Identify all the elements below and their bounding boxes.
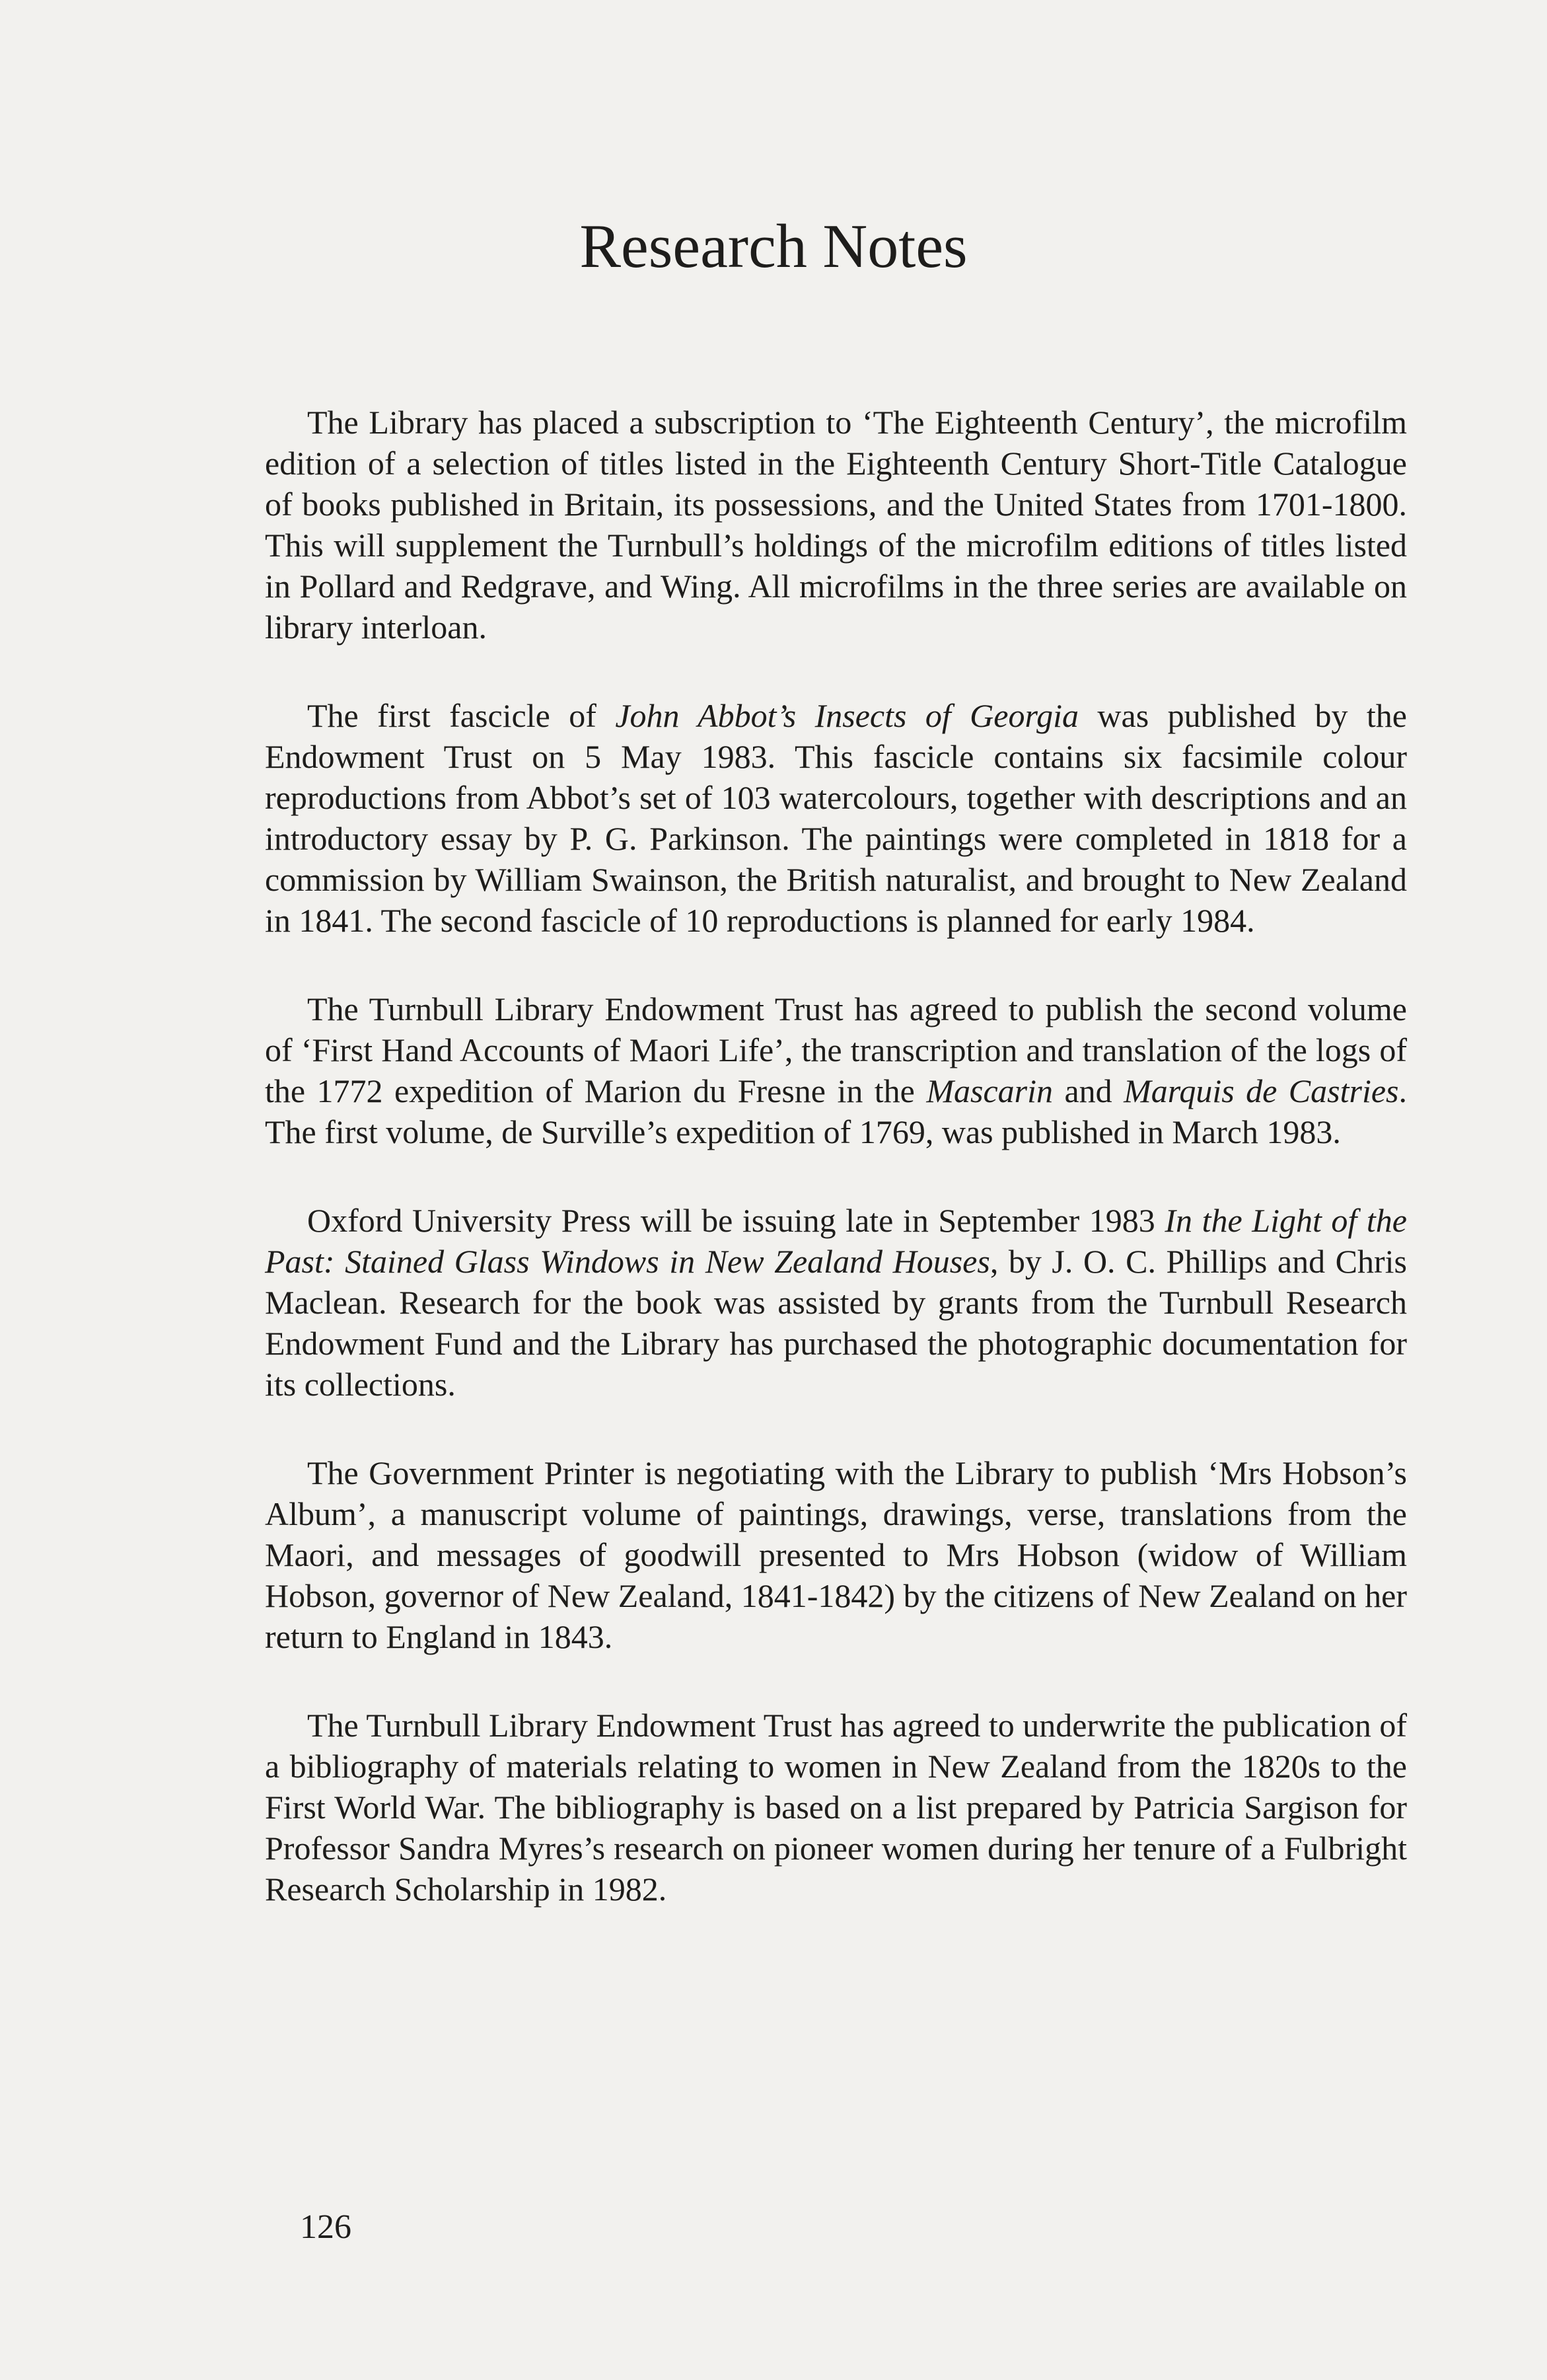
page-title: Research Notes <box>579 212 968 281</box>
paragraph-3 <box>265 988 1407 1152</box>
page-number: 126 <box>300 2208 351 2246</box>
paragraph-text: Oxford University Press will be issuing late in September 1983 <box>307 1202 1165 1239</box>
paragraph-text: The first fascicle of <box>307 697 616 734</box>
ship-name: Mascarin <box>926 1072 1053 1109</box>
paragraph-4 <box>265 1200 1407 1405</box>
paragraph-6 <box>265 1705 1407 1910</box>
paragraph-text: The Government Printer is negotiating with the Library to publish ‘Mrs Hobson’s Album’, a manuscript volume of paintings, drawings, verse, translations from the Maori, and messages of goodwill presented to Mrs Hobson (widow of William Hobson, governor of New Zealand, 1841-1842) by the citizens of New Zealand on her return to England in 1843. <box>265 1454 1407 1655</box>
paragraph-2 <box>265 695 1407 941</box>
paragraph-text: , by J. O. C. Phillips and Chris Maclean. Research for the book was assisted by grants from the Turnbull Research Endowment Fund and the Library has purchased the photographic documentation for its collections. <box>265 1243 1407 1403</box>
paragraph-text: The Library has placed a subscription to ‘The Eighteenth Century’, the microfilm edition of a selection of titles listed in the Eighteenth Century Short-Title Catalogue of books published in Britain, its possessions, and the United States from 1701-1800. This will supplement the Turnbull’s holdings of the microfilm editions of titles listed in Pollard and Redgrave, and Wing. All microfilms in the three series are available on library interloan. <box>265 404 1407 646</box>
book-title: John Abbot’s Insects of Georgia <box>615 697 1079 734</box>
paragraph-text: was published by the Endowment Trust on 5 May 1983. This fascicle contains six facsimile colour reproductions from Abbot’s set of 103 watercolours, together with descriptions and an introductory essay by P. G. Parkinson. The paintings were completed in 1818 for a commission by William Swainson, the British naturalist, and brought to New Zealand in 1841. The second fascicle of 10 reproductions is planned for early 1984. <box>265 697 1407 939</box>
paragraph-1 <box>265 402 1407 648</box>
paragraph-5 <box>265 1452 1407 1657</box>
paragraph-text: The Turnbull Library Endowment Trust has agreed to publish the second volume of ‘First Hand Accounts of Maori Life’, the transcription and translation of the logs of the 1772 expedition of Marion du Fresne in the <box>265 990 1407 1109</box>
ship-name: Marquis de Castries <box>1124 1072 1399 1109</box>
paragraph-text: . The first volume, de Surville’s expedition of 1769, was published in March 1983. <box>265 1072 1408 1150</box>
article-body <box>265 402 1407 1957</box>
book-title: In the Light of the Past: Stained Glass Windows in New Zealand Houses <box>265 1202 1407 1280</box>
paragraph-text: and <box>1053 1072 1124 1109</box>
paragraph-text: The Turnbull Library Endowment Trust has agreed to underwrite the publication of a bibliography of materials relating to women in New Zealand from the 1820s to the First World War. The bibliography is based on a list prepared by Patricia Sargison for Professor Sandra Myres’s research on pioneer women during her tenure of a Fulbright Research Scholarship in 1982. <box>265 1707 1408 1908</box>
